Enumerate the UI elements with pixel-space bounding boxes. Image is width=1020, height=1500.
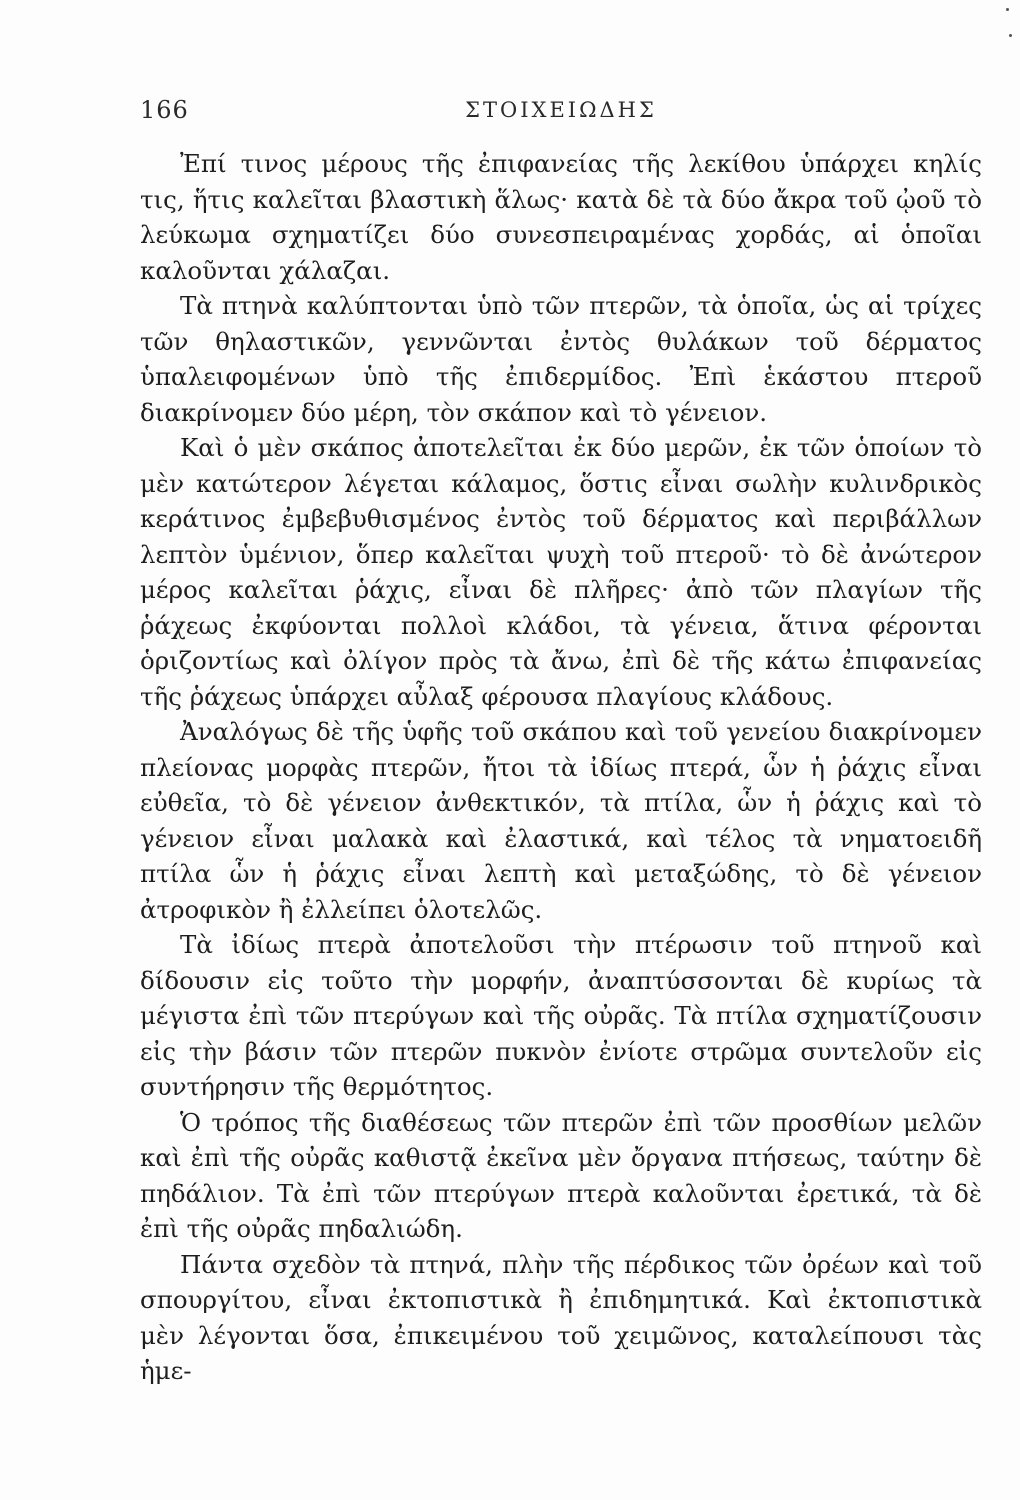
paper-speck xyxy=(1009,34,1012,37)
body-text xyxy=(140,146,982,1389)
paragraph-5: Τὰ ἰδίως πτερὰ ἀποτελοῦσι τὴν πτέρωσιν τοῦ πτηνοῦ καὶ δίδουσιν εἰς τοῦτο τὴν μορφήν, ἀναπτύσσονται δὲ κυρίως τὰ μέγιστα ἐπὶ τῶν πτερύγων καὶ τῆς οὐρᾶς. Τὰ πτίλα σχηματίζουσιν εἰς τὴν βάσιν τῶν πτερῶν πυκνὸν ἐνίοτε στρῶμα συντελοῦν εἰς συντήρησιν τῆς θερμότητος. xyxy=(140,930,982,1101)
running-title: ΣΤΟΙΧΕΙΩΔΗΣ xyxy=(465,98,657,122)
paragraph-1: Ἐπί τινος μέρους τῆς ἐπιφανείας τῆς λεκίθου ὑπάρχει κηλίς τις, ἥτις καλεῖται βλαστικὴ ἅλως· κατὰ δὲ τὰ δύο ἄκρα τοῦ ᾠοῦ τὸ λεύκωμα σχηματίζει δύο συνεσπειραμένας χορδάς, αἱ ὁποῖαι καλοῦνται χάλαζαι. xyxy=(140,149,982,285)
paragraph-3: Καὶ ὁ μὲν σκάπος ἀποτελεῖται ἐκ δύο μερῶν, ἐκ τῶν ὁποίων τὸ μὲν κατώτερον λέγεται κάλαμος, ὅστις εἶναι σωλὴν κυλινδρικὸς κεράτινος ἐμβεβυθισμένος ἐντὸς τοῦ δέρματος καὶ περιβάλλων λεπτὸν ὑμένιον, ὅπερ καλεῖται ψυχὴ τοῦ πτεροῦ· τὸ δὲ ἀνώτερον μέρος καλεῖται ῥάχις, εἶναι δὲ πλῆρες· ἀπὸ τῶν πλαγίων τῆς ῥάχεως ἐκφύονται πολλοὶ κλάδοι, τὰ γένεια, ἅτινα φέρονται ὁριζοντίως καὶ ὀλίγον πρὸς τὰ ἄνω, ἐπὶ δὲ τῆς κάτω ἐπιφανείας τῆς ῥάχεως ὑπάρχει αὖλαξ φέρουσα πλαγίους κλάδους. xyxy=(140,433,982,711)
paragraph-7: Πάντα σχεδὸν τὰ πτηνά, πλὴν τῆς πέρδικος τῶν ὀρέων καὶ τοῦ σπουργίτου, εἶναι ἐκτοπιστικὰ ἢ ἐπιδημητικά. Καὶ ἐκτοπιστικὰ μὲν λέγονται ὅσα, ἐπικειμένου τοῦ χειμῶνος, καταλείπουσι τὰς ἡμε- xyxy=(140,1249,982,1385)
paragraph-6: Ὁ τρόπος τῆς διαθέσεως τῶν πτερῶν ἐπὶ τῶν προσθίων μελῶν καὶ ἐπὶ τῆς οὐρᾶς καθιστᾷ ἐκεῖνα μὲν ὄργανα πτήσεως, ταύτην δὲ πηδάλιον. Τὰ ἐπὶ τῶν πτερύγων πτερὰ καλοῦνται ἐρετικά, τὰ δὲ ἐπὶ τῆς οὐρᾶς πηδαλιώδη. xyxy=(140,1107,982,1243)
page-header xyxy=(140,96,982,136)
page-number: 166 xyxy=(140,96,189,124)
paragraph-4: Ἀναλόγως δὲ τῆς ὑφῆς τοῦ σκάπου καὶ τοῦ γενείου διακρίνομεν πλείονας μορφὰς πτερῶν, ἤτοι τὰ ἰδίως πτερά, ὧν ἡ ῥάχις εἶναι εὐθεῖα, τὸ δὲ γένειον ἀνθεκτικόν, τὰ πτίλα, ὧν ἡ ῥάχις καὶ τὸ γένειον εἶναι μαλακὰ καὶ ἐλαστικά, καὶ τέλος τὰ νηματοειδῆ πτίλα ὧν ἡ ῥάχις εἶναι λεπτὴ καὶ μεταξώδης, τὸ δὲ γένειον ἀτροφικὸν ἢ ἐλλείπει ὁλοτελῶς. xyxy=(140,717,982,924)
paper-speck xyxy=(1006,8,1009,11)
paragraph-2: Τὰ πτηνὰ καλύπτονται ὑπὸ τῶν πτερῶν, τὰ ὁποῖα, ὡς αἱ τρίχες τῶν θηλαστικῶν, γεννῶνται ἐντὸς θυλάκων τοῦ δέρματος ὑπαλειφομένων ὑπὸ τῆς ἐπιδερμίδος. Ἐπὶ ἑκάστου πτεροῦ διακρίνομεν δύο μέρη, τὸν σκάπον καὶ τὸ γένειον. xyxy=(140,291,982,427)
